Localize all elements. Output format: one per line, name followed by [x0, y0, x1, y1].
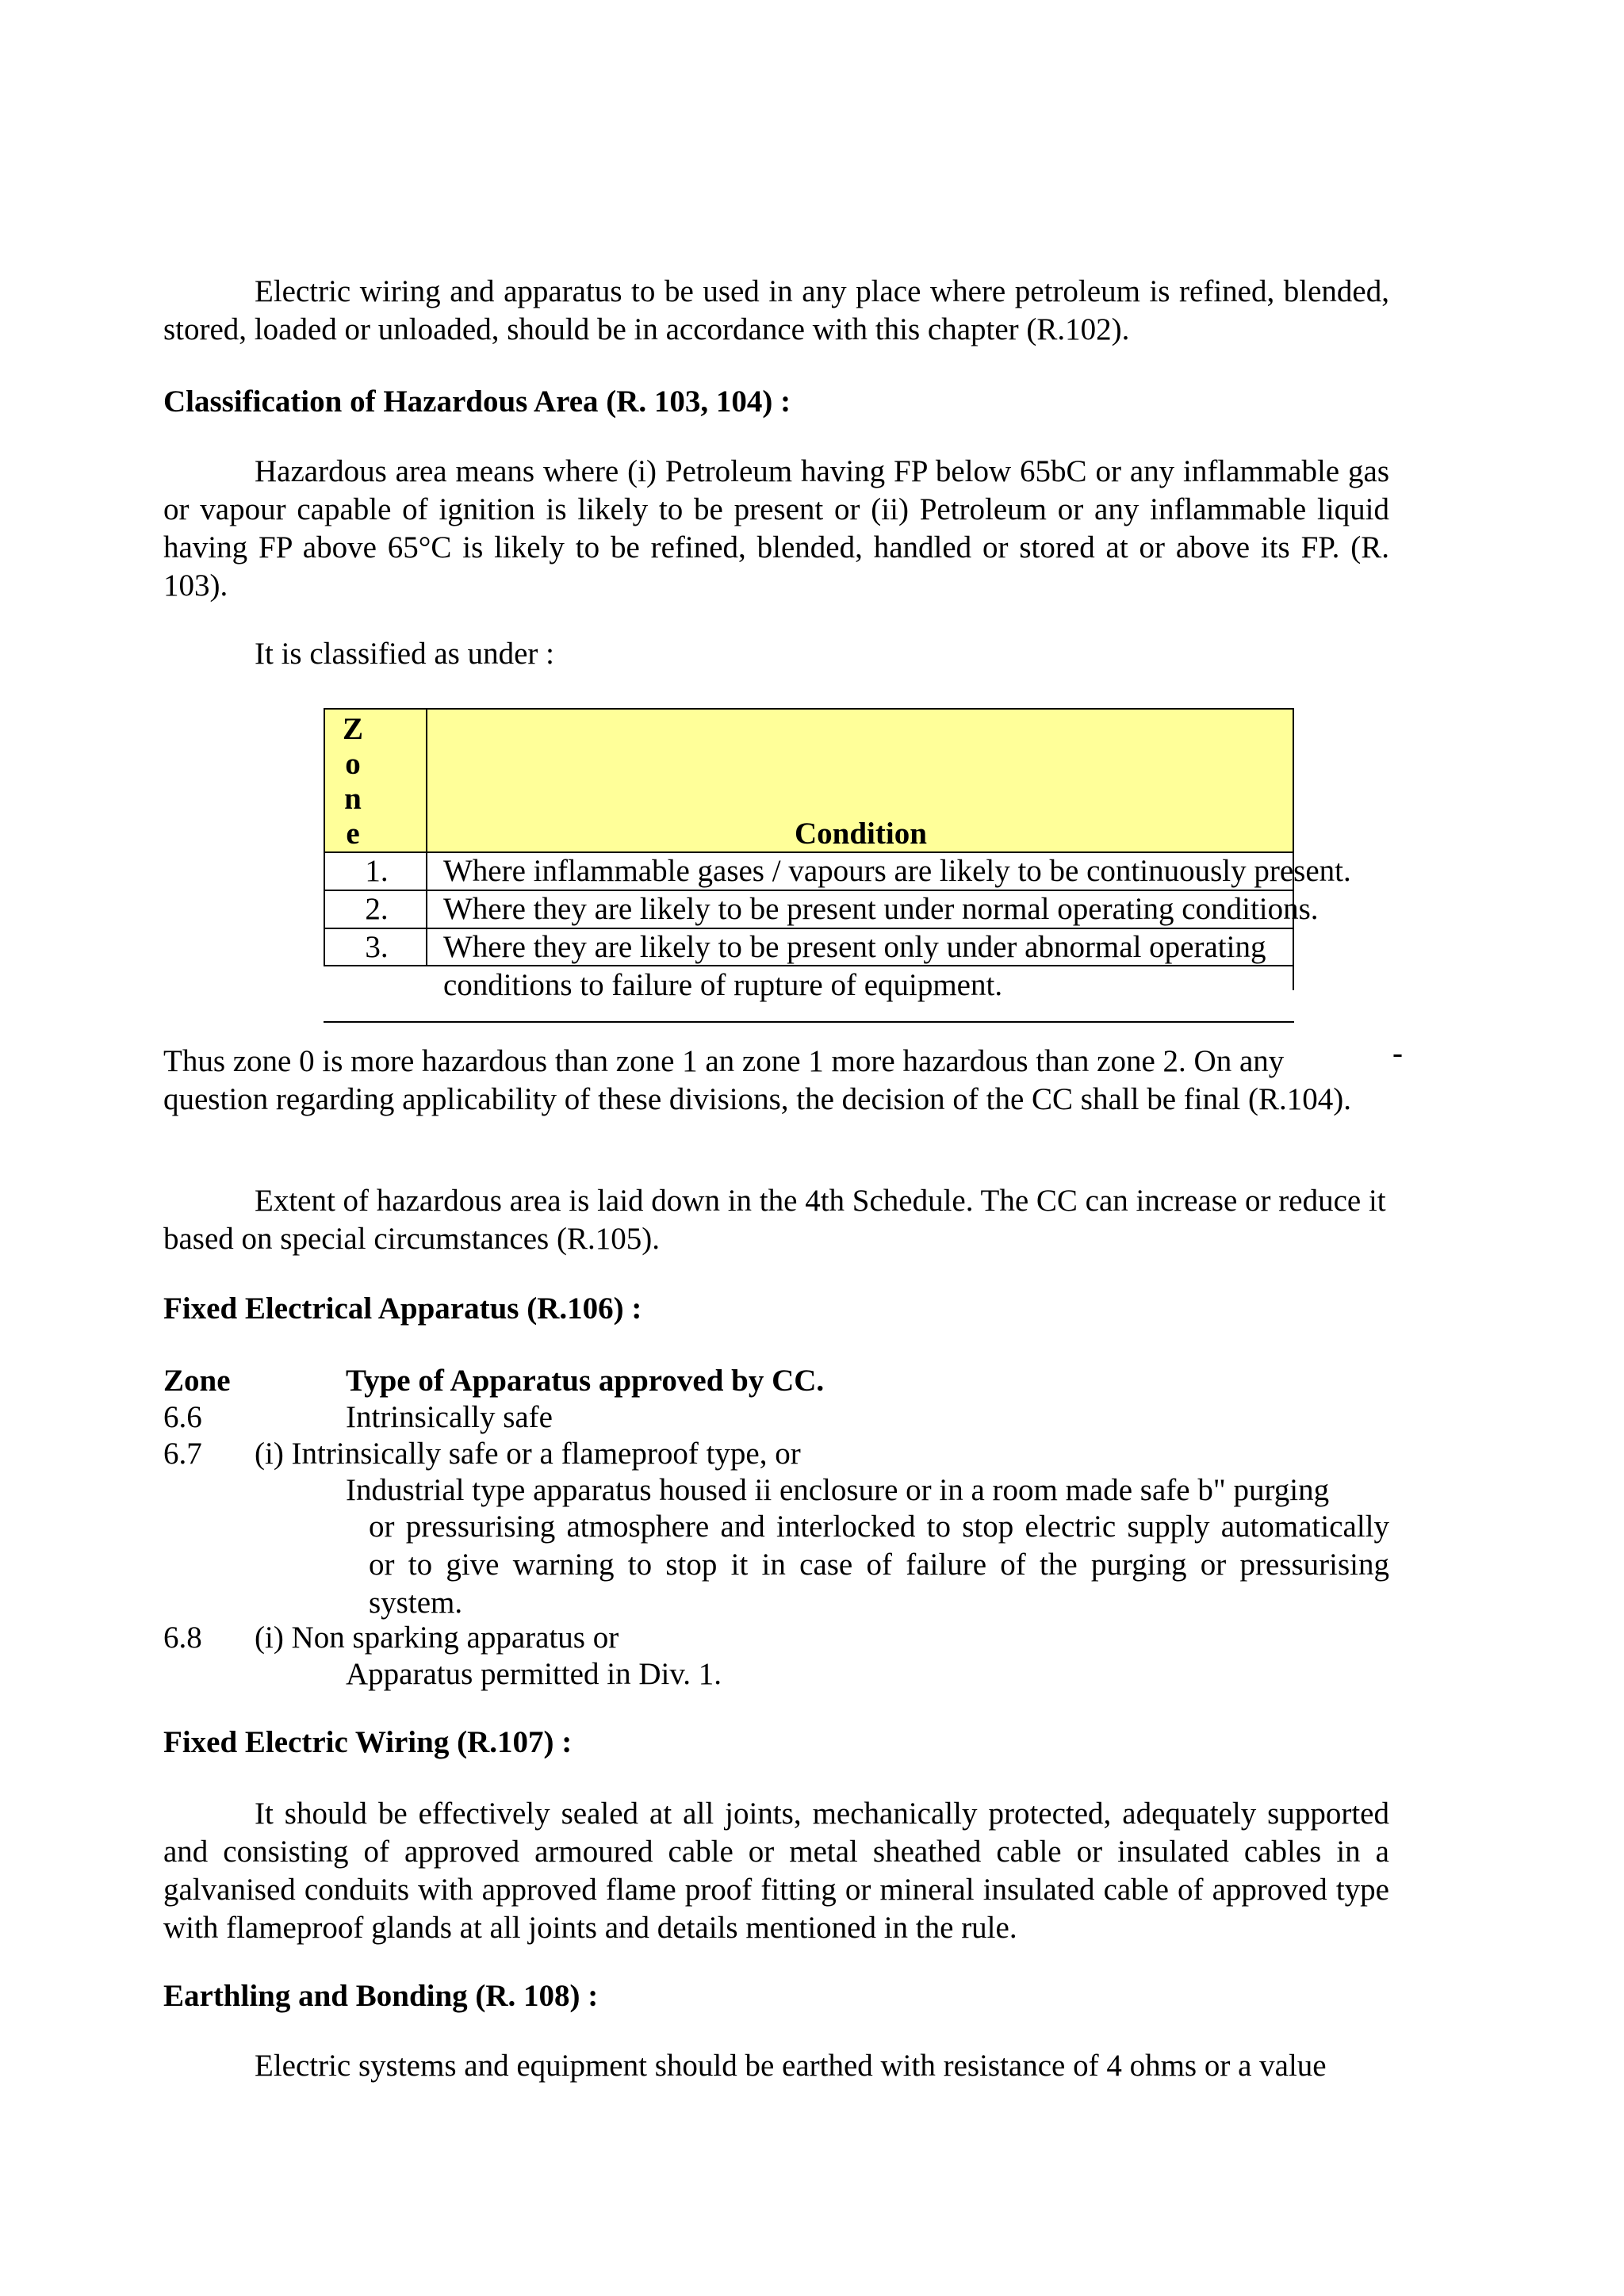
- zone-condition-continued: conditions to failure of rupture of equipment.: [443, 968, 1003, 1002]
- apparatus-row-number: 6.8: [163, 1621, 202, 1655]
- zone-number: 1.: [365, 854, 389, 888]
- classification-heading: Classification of Hazardous Area (R. 103, 104) :: [163, 385, 791, 419]
- apparatus-row-text: (i) Intrinsically safe or a flameproof type, or: [255, 1437, 801, 1471]
- header-zone-letter: e: [346, 817, 360, 851]
- apparatus-row-number: 6.6: [163, 1400, 202, 1434]
- apparatus-row-text: (i) Non sparking apparatus or: [255, 1621, 619, 1655]
- zone-condition: Where inflammable gases / vapours are likely to be continuously present.: [443, 854, 1351, 888]
- apparatus-col-zone: Zone: [163, 1364, 231, 1398]
- intro-paragraph: Electric wiring and apparatus to be used in any place where petroleum is refined, blended, stored, loaded or unloaded, should be in accordance with this chapter (R.102).: [163, 274, 1389, 346]
- header-condition: Condition: [795, 817, 927, 851]
- extent-paragraph: Extent of hazardous area is laid down in the 4th Schedule. The CC can increase or reduce it based on special circumstances (R.105).: [163, 1184, 1386, 1256]
- classified-line: It is classified as under :: [255, 637, 554, 671]
- apparatus-sub-text: Industrial type apparatus housed ii enclosure or in a room made safe b" purging: [346, 1473, 1330, 1507]
- wiring-heading: Fixed Electric Wiring (R.107) :: [163, 1725, 573, 1759]
- header-zone-letter: n: [344, 782, 362, 816]
- zone-number: 3.: [365, 930, 389, 964]
- stray-dash: -: [1392, 1036, 1403, 1070]
- earthing-paragraph: Electric systems and equipment should be earthed with resistance of 4 ohms or a value: [255, 2049, 1327, 2083]
- hazardous-area-paragraph: Hazardous area means where (i) Petroleum having FP below 65bC or any inflammable gas or vapour capable of ignition is likely to be present or (ii) Petroleum or any inflammable liquid having FP above 65°C is likely to be refined, blended, handled or stored at or above its FP. (R. 103).: [163, 454, 1389, 603]
- apparatus-row-number: 6.7: [163, 1437, 202, 1471]
- apparatus-col-type: Type of Apparatus approved by CC.: [346, 1364, 825, 1398]
- table-top-border: [324, 708, 1294, 710]
- apparatus-sub-text: Apparatus permitted in Div. 1.: [346, 1657, 722, 1691]
- zone-number: 2.: [365, 892, 389, 926]
- zone-condition: Where they are likely to be present only under abnormal operating: [443, 930, 1266, 964]
- header-zone-letter: Z: [342, 712, 363, 746]
- after-table-paragraph: Thus zone 0 is more hazardous than zone 1 an zone 1 more hazardous than zone 2. On any question regarding applicability of these divisions, the decision of the CC shall be final (R.104).: [163, 1044, 1351, 1116]
- fixed-apparatus-heading: Fixed Electrical Apparatus (R.106) :: [163, 1292, 642, 1326]
- apparatus-sub-text-continued: or pressurising atmosphere and interlocked to stop electric supply automatically or to give warning to stop it in case of failure of the purging or pressurising system.: [369, 1510, 1389, 1620]
- table-bottom-border: [324, 1021, 1294, 1023]
- apparatus-row-text: Intrinsically safe: [346, 1400, 553, 1434]
- header-zone-letter: o: [345, 747, 361, 781]
- earthing-heading: Earthling and Bonding (R. 108) :: [163, 1979, 599, 2013]
- zone-condition: Where they are likely to be present under normal operating conditions.: [443, 892, 1319, 926]
- wiring-paragraph: It should be effectively sealed at all joints, mechanically protected, adequately supported and consisting of approved armoured cable or metal sheathed cable or insulated cables in a galvanised conduits with approved flame proof fitting or mineral insulated cable of approved type with flameproof glands at all joints and details mentioned in the rule.: [163, 1797, 1389, 1945]
